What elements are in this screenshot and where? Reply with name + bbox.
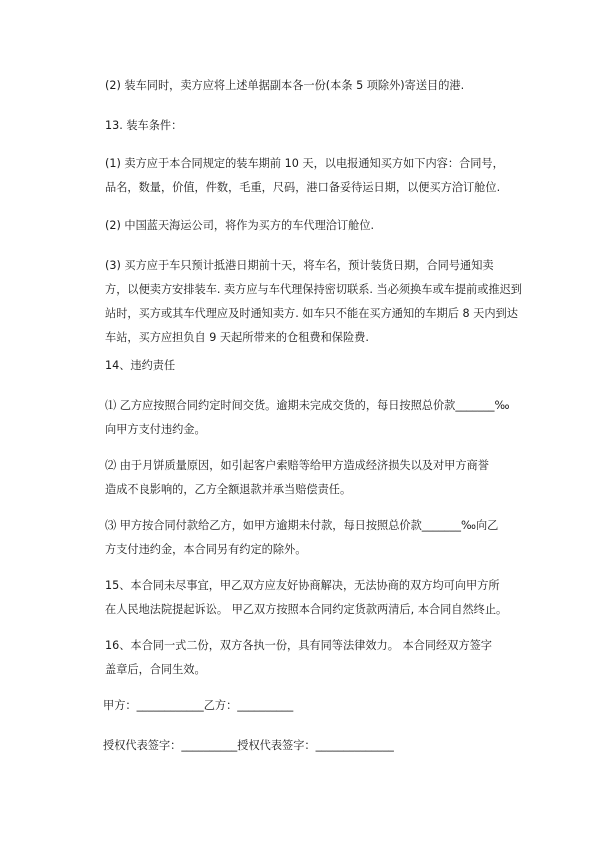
clause-13-heading xyxy=(90,114,520,138)
text-line: 在人民地法院提起诉讼。 甲乙双方按照本合同约定货款两清后, 本合同自然终止。 xyxy=(105,603,508,616)
text-line: 品名，数量，价值，件数，毛重，尺码，港口备妥待运日期，以便买方洽订舱位. xyxy=(105,181,501,194)
clause-2-documents-copy xyxy=(90,74,520,98)
clause-14-3 xyxy=(90,514,520,562)
text-line: 16、本合同一式二份，双方各执一份，具有同等法律效力。 本合同经双方签字 xyxy=(105,639,492,652)
text-line: ⑴ 乙方应按照合同约定时间交货。逾期未完成交货的，每日按照总价款_______‰ xyxy=(105,399,510,412)
text-line: 站时，买方或其车代理应及时通知卖方. 如车只不能在买方通知的车期后 8 天内到达 xyxy=(105,307,518,320)
party-signature-line: 甲方：____________乙方：__________ xyxy=(103,699,294,712)
text-line: 15、本合同未尽事宜，甲乙双方应友好协商解决，无法协商的双方均可向甲方所 xyxy=(105,579,500,592)
clause-15 xyxy=(90,574,520,622)
text-line: 盖章后，合同生效。 xyxy=(105,663,206,676)
text-line: ⑶ 甲方按合同付款给乙方，如甲方逾期未付款，每日按照总价款_______‰向乙 xyxy=(105,519,499,532)
representative-signature-line: 授权代表签字：__________授权代表签字：______________ xyxy=(103,739,394,752)
text-line: 方支付违约金，本合同另有约定的除外。 xyxy=(105,543,307,556)
text-line: (2) 装车同时，卖方应将上述单据副本各一份(本条 5 项除外)寄送目的港. xyxy=(105,79,465,92)
text-line: ⑵ 由于月饼质量原因，如引起客户索赔等给甲方造成经济损失以及对甲方商誉 xyxy=(105,459,489,472)
clause-14-2 xyxy=(90,454,520,502)
text-line: (3) 买方应于车只预计抵港日期前十天，将车名，预计装货日期，合同号通知卖 xyxy=(105,259,494,272)
text-line: 向甲方支付违约金。 xyxy=(105,423,206,436)
clause-14-1 xyxy=(90,394,520,442)
text-line: 方，以便卖方安排装车. 卖方应与车代理保持密切联系. 当必须换车或车提前或推迟到 xyxy=(105,283,522,296)
clause-16 xyxy=(90,634,520,682)
clause-13-2 xyxy=(90,214,520,238)
text-line: (2) 中国蓝天海运公司，将作为买方的车代理洽订舱位. xyxy=(105,219,375,232)
clause-13-1 xyxy=(90,152,520,200)
clause-13-3 xyxy=(90,254,520,350)
text-line: 车站，买方应担负自 9 天起所带来的仓租费和保险费. xyxy=(105,331,369,344)
clause-14-heading xyxy=(90,354,520,378)
text-line: 14、违约责任 xyxy=(105,359,176,372)
text-line: (1) 卖方应于本合同规定的装车期前 10 天，以电报通知买方如下内容：合同号， xyxy=(105,157,504,170)
text-line: 造成不良影响的，乙方全额退款并承当赔偿责任。 xyxy=(105,483,352,496)
text-line: 13. 装车条件： xyxy=(105,119,183,132)
